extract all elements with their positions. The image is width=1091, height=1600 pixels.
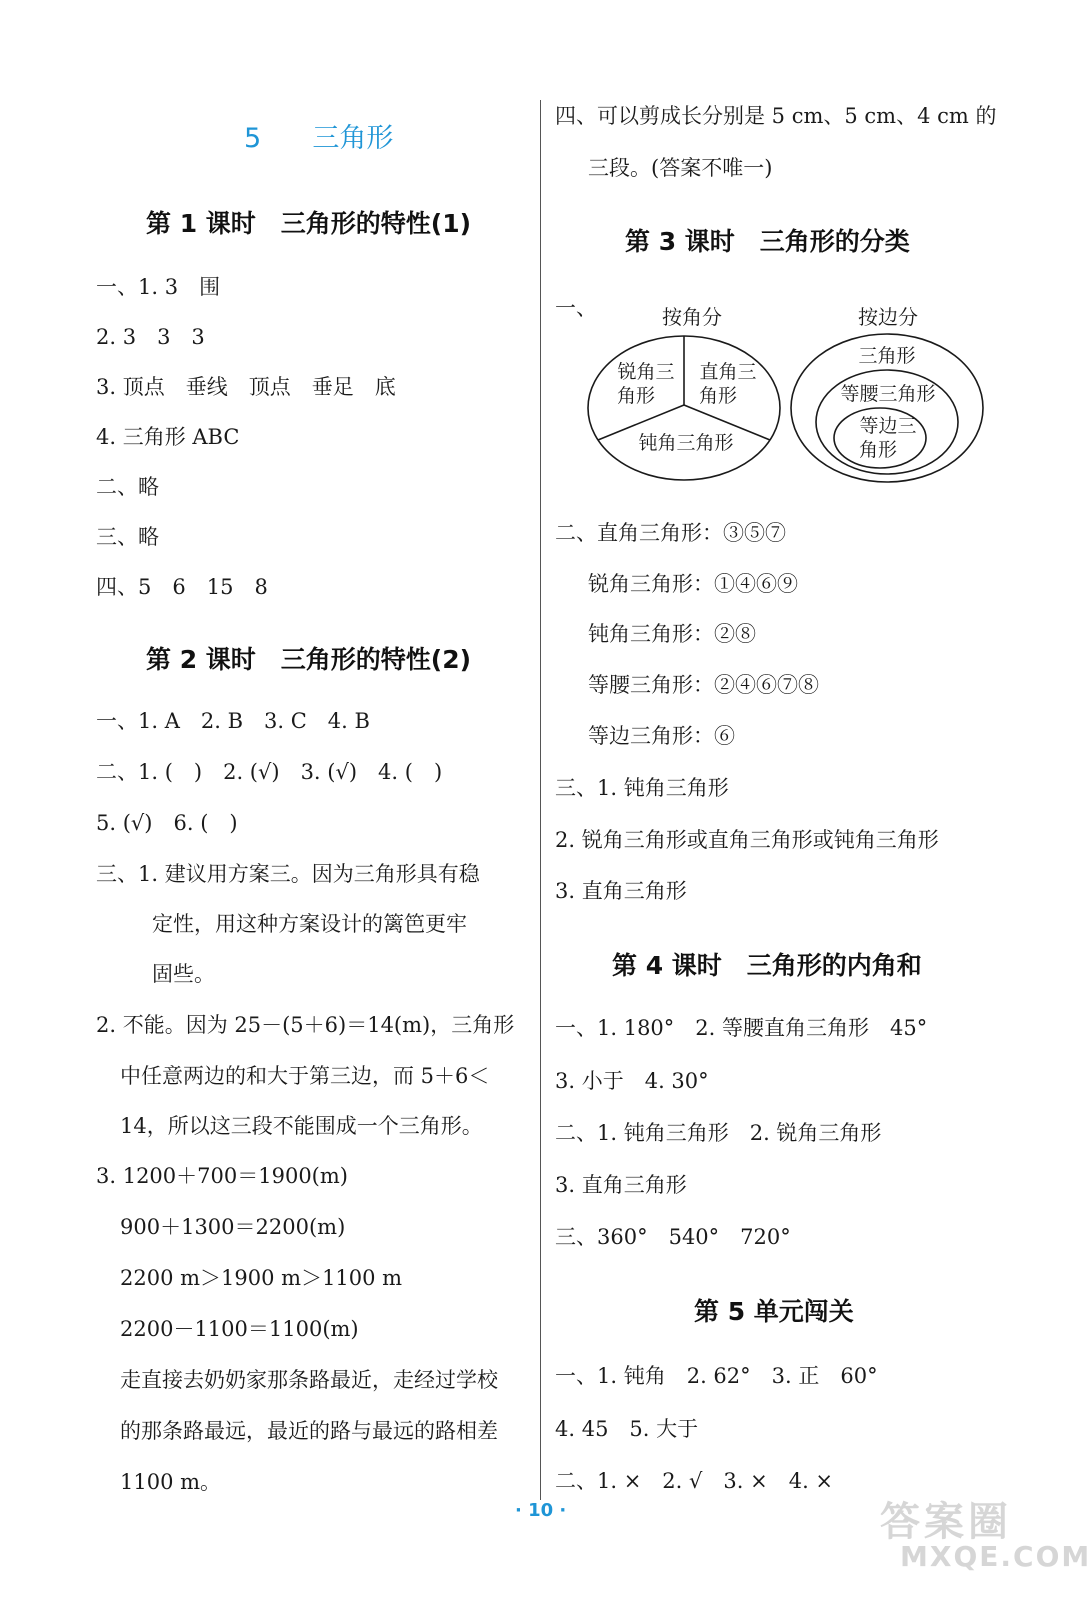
l2-line-7: 2. 不能。因为 25－(5＋6)＝14(m)，三角形 (96, 1013, 515, 1037)
l4-line-4: 3. 直角三角形 (555, 1173, 687, 1197)
triangle-label: 三角形 (858, 345, 916, 367)
l2-line-12: 2200 m＞1900 m＞1100 m (120, 1266, 403, 1290)
l2-line-16: 1100 m。 (120, 1470, 222, 1494)
l3-line-1: 二、直角三角形：③⑤⑦ (555, 521, 786, 545)
watermark-bottom: MXQE.COM (900, 1540, 1091, 1573)
by-side-label: 按边分 (858, 305, 918, 329)
l3-line-8: 3. 直角三角形 (555, 879, 687, 903)
equilateral-label-2: 角形 (858, 439, 898, 461)
right-label-2: 角形 (698, 385, 738, 407)
watermark-top: 答案圈 (880, 1499, 1012, 1545)
l2-line-15: 的那条路最远，最近的路与最远的路相差 (120, 1419, 498, 1443)
lesson1-title: 第 1 课时 三角形的特性(1) (146, 209, 472, 238)
l4-line-2: 3. 小于 4. 30° (555, 1069, 709, 1093)
acute-label-1: 锐角三 (617, 361, 675, 383)
unit-line-2: 4. 45 5. 大于 (555, 1417, 699, 1441)
column-divider (540, 100, 541, 1500)
l3-line-2: 锐角三角形：①④⑥⑨ (588, 572, 798, 596)
l1-line-4: 4. 三角形 ABC (96, 425, 240, 449)
l2-line-10: 3. 1200＋700＝1900(m) (96, 1164, 348, 1188)
l3-line-6: 三、1. 钝角三角形 (555, 776, 729, 800)
l2-line-9: 14，所以这三段不能围成一个三角形。 (120, 1114, 483, 1138)
l2-line-4: 三、1. 建议用方案三。因为三角形具有稳 (96, 862, 480, 886)
l3-line-7: 2. 锐角三角形或直角三角形或钝角三角形 (555, 828, 939, 852)
chapter-number: 5 (244, 123, 262, 154)
l1-line-6: 三、略 (96, 525, 159, 549)
lesson3-title: 第 3 课时 三角形的分类 (625, 227, 910, 256)
unit-line-3: 二、1. × 2. √ 3. × 4. × (555, 1469, 834, 1493)
l2-line-2: 二、1. ( ) 2. (√) 3. (√) 4. ( ) (96, 760, 443, 784)
l1-line-5: 二、略 (96, 475, 159, 499)
chapter-title: 三角形 (312, 123, 394, 154)
unit-title: 第 5 单元闯关 (694, 1297, 854, 1326)
lesson2-title: 第 2 课时 三角形的特性(2) (146, 645, 472, 674)
l2-line-1: 一、1. A 2. B 3. C 4. B (96, 709, 370, 733)
r-top-line-2: 三段。(答案不唯一) (588, 156, 773, 180)
obtuse-label: 钝角三角形 (638, 432, 734, 454)
l2-line-13: 2200－1100＝1100(m) (120, 1317, 359, 1341)
by-angle-label: 按角分 (662, 305, 722, 329)
l3-line-5: 等边三角形：⑥ (588, 724, 735, 748)
l3-line-4: 等腰三角形：②④⑥⑦⑧ (588, 673, 819, 697)
unit-line-1: 一、1. 钝角 2. 62° 3. 正 60° (555, 1364, 878, 1388)
l1-line-3: 3. 顶点 垂线 顶点 垂足 底 (96, 375, 396, 399)
page-number: · 10 · (515, 1500, 567, 1521)
l2-line-6: 固些。 (152, 962, 215, 986)
l2-line-5: 定性，用这种方案设计的篱笆更牢 (152, 912, 467, 936)
r-top-line-1: 四、可以剪成长分别是 5 cm、5 cm、4 cm 的 (555, 104, 997, 128)
l1-line-2: 2. 3 3 3 (96, 325, 205, 349)
l4-line-5: 三、360° 540° 720° (555, 1225, 791, 1249)
lesson4-title: 第 4 课时 三角形的内角和 (612, 951, 922, 980)
l4-line-3: 二、1. 钝角三角形 2. 锐角三角形 (555, 1121, 882, 1145)
l3-item1-label: 一、 (555, 296, 597, 320)
l2-line-11: 900＋1300＝2200(m) (120, 1215, 346, 1239)
l1-line-1: 一、1. 3 围 (96, 275, 221, 299)
l4-line-1: 一、1. 180° 2. 等腰直角三角形 45° (555, 1016, 928, 1040)
l2-line-3: 5. (√) 6. ( ) (96, 811, 238, 835)
triangle-classification-diagram (584, 298, 974, 498)
l1-line-7: 四、5 6 15 8 (96, 575, 268, 599)
acute-label-2: 角形 (616, 385, 656, 407)
l2-line-8: 中任意两边的和大于第三边，而 5＋6＜ (120, 1064, 490, 1088)
equilateral-label-1: 等边三 (859, 415, 917, 437)
l3-line-3: 钝角三角形：②⑧ (588, 622, 756, 646)
l2-line-14: 走直接去奶奶家那条路最近，走经过学校 (120, 1368, 498, 1392)
chapter-heading (244, 116, 393, 155)
isosceles-label: 等腰三角形 (840, 383, 936, 405)
right-label-1: 直角三 (699, 361, 757, 383)
